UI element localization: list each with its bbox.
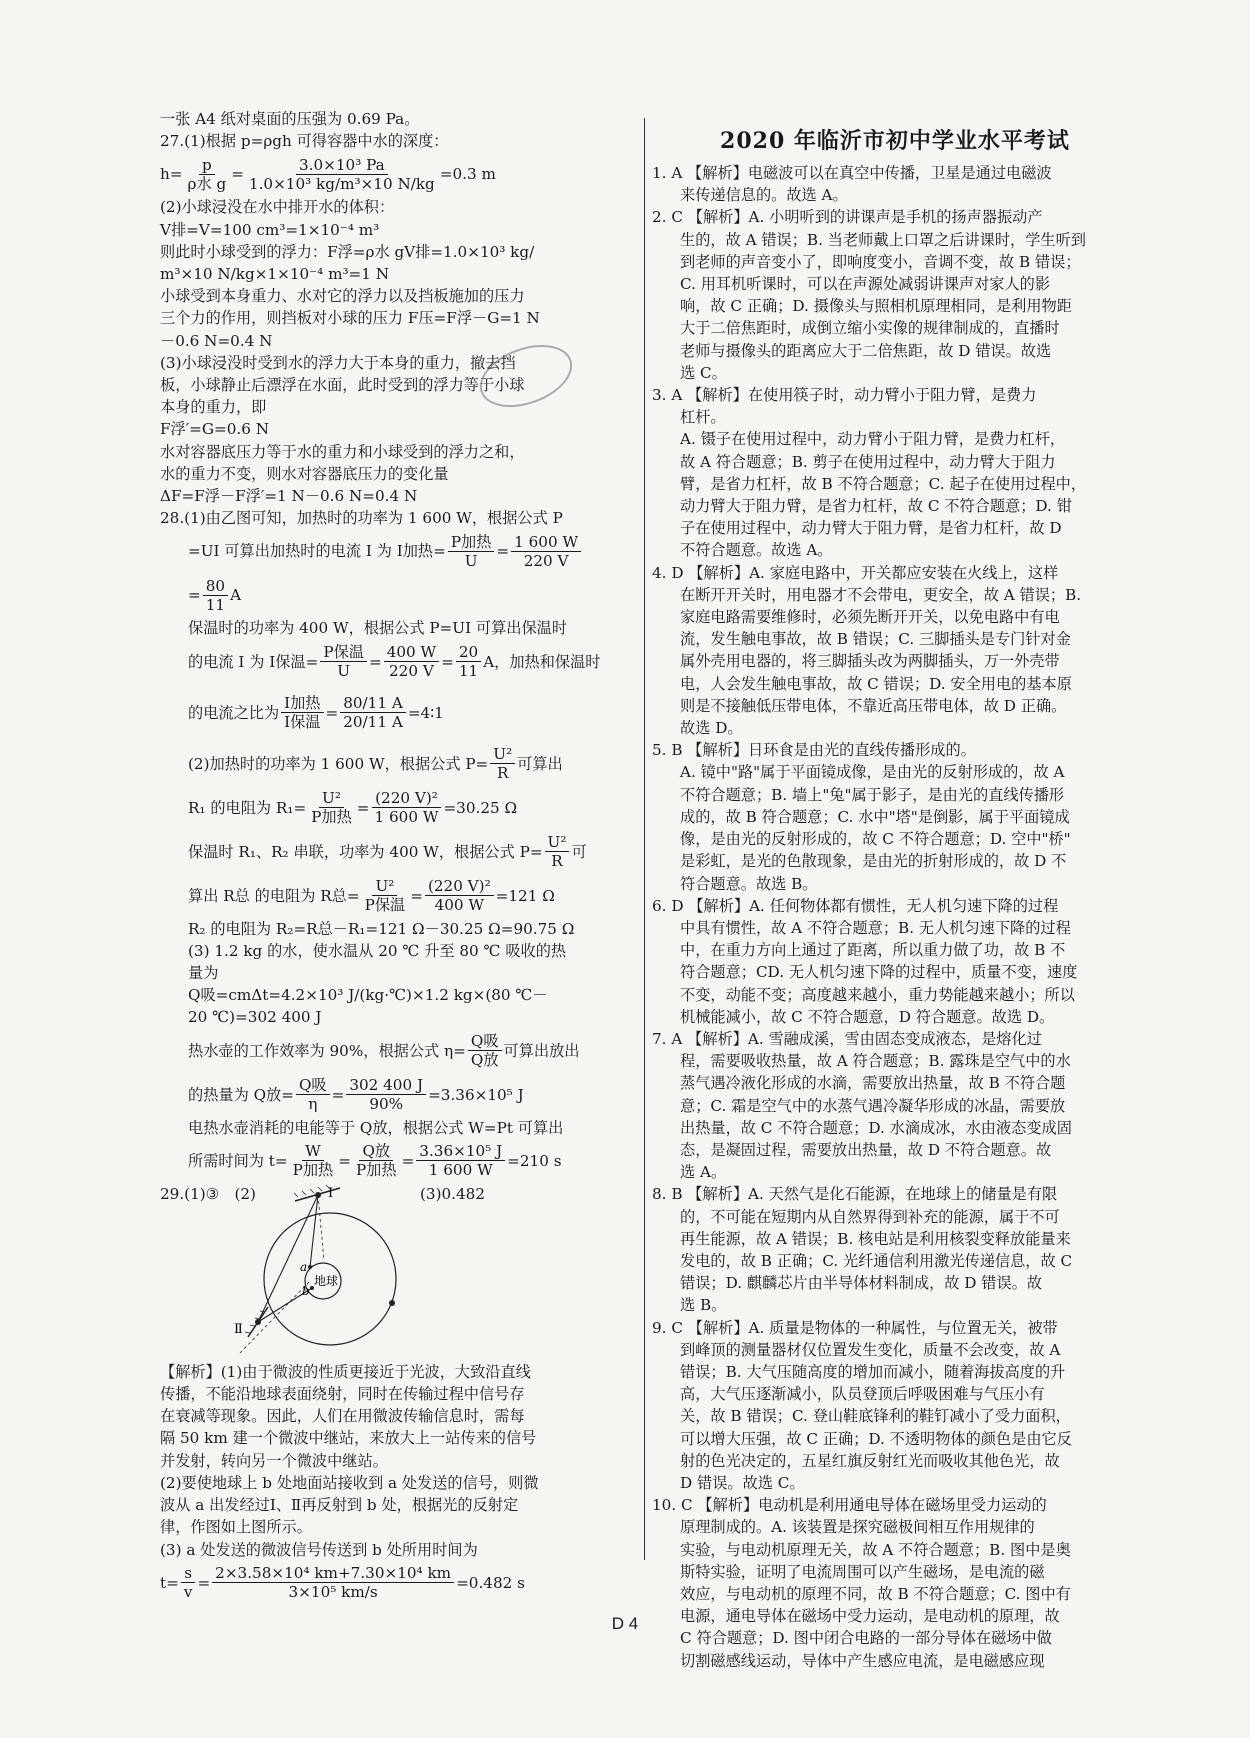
text-line: F浮′=G=0.6 N [160, 420, 270, 439]
text-line: 子在使用过程中，动力臂大于阻力臂，是省力杠杆，故 D [680, 519, 1062, 538]
text-line: 9. C 【解析】A. 质量是物体的一种属性，与位置无关，被带 [652, 1318, 1058, 1337]
fraction: $\frac{\text{P加热}}{U}$ [448, 533, 495, 570]
text-line: 原理制成的。A. 该装置是探究磁极间相互作用规律的 [680, 1518, 1035, 1537]
fraction: $\frac{\text{3.0×10³ Pa}}{\text{1.0×10³ kg/m³×10 N/kg}}$ [248, 155, 435, 193]
text-line: 水对容器底压力等于水的重力和小球受到的浮力之和， [160, 442, 525, 461]
fraction: $\frac{302 400 J}{90\%}$ [346, 1076, 426, 1113]
text-line: 是彩虹，是光的色散现象，是由光的折射形成的，故 D 不 [680, 852, 1067, 871]
text-line: 中具有惯性，故 A 不符合题意；B. 无人机匀速下降的过程 [680, 918, 1071, 937]
text-line: 实验，与电动机原理无关，故 A 不符合题意；B. 图中是奥 [680, 1540, 1071, 1559]
text-line: 则是不接触低压带电体，不靠近高压带电体，故 D 正确。 [680, 696, 1067, 715]
text-line: 符合题意。故选 B。 [680, 874, 818, 893]
fraction: $\frac{20}{11}$ [456, 643, 481, 680]
fraction: $\frac{\text{P保温}}{U}$ [320, 643, 367, 680]
fraction: $\frac{\text{U²}}{\text{P加热}}$ [311, 789, 352, 827]
text-line: 大于二倍焦距时，成倒立缩小实像的规律制成的，直播时 [680, 319, 1060, 338]
text-line: C. 用耳机听课时，可以在声源处减弱讲课声对家人的影 [680, 275, 1051, 294]
text-line: 在衰减等现象。因此，人们在用微波传输信息时，需每 [160, 1407, 525, 1426]
text-line: 水的重力不变，则水对容器底压力的变化量 [160, 464, 449, 483]
ray-a-to-i [310, 1195, 318, 1267]
text-line: D 错误。故选 C。 [680, 1473, 805, 1492]
text-line: 小球受到本身重力、水对它的浮力以及挡板施加的压力 [160, 287, 525, 306]
fraction: $\frac{\text{3.36×10⁵ J}}{1 600 W}$ [416, 1142, 505, 1179]
text-line: 隔 50 km 建一个微波中继站，来放大上一站传来的信号 [160, 1429, 537, 1448]
formula-efficiency: 热水壶的工作效率为 90%，根据公式 η= $\frac{\text{Q吸}}{\text{Q放}}$ 可算出放出 [188, 1032, 580, 1070]
text-line: 到老师的声音变小了，即响度变小，音调不变，故 B 错误； [680, 252, 1081, 271]
text-line: 关，故 B 错误；C. 登山鞋底锋利的鞋钉减小了受力面积， [680, 1407, 1071, 1426]
text-line: 8. B 【解析】A. 天然气是化石能源，在地球上的储量是有限 [652, 1185, 1058, 1204]
text-line: 机械能减小，故 C 不符合题意，D 符合题意。故选 D。 [680, 1007, 1055, 1026]
text-line: m³×10 N/kg×1×10⁻⁴ m³=1 N [160, 265, 390, 284]
text-line: 2. C 【解析】A. 小明听到的讲课声是手机的扬声器振动产 [652, 208, 1043, 227]
formula-power-relation: (2)加热时的功率为 1 600 W，根据公式 P= $\frac{\text{U²}}{R}$ 可算出 [188, 745, 563, 783]
text-line: 电，人会发生触电事故，故 C 错误；D. 安全用电的基本原 [680, 674, 1072, 693]
normal-line [240, 1281, 310, 1353]
text-line: 态，是凝固过程，需要放出热量，故 D 不符合题意。故 [680, 1140, 1052, 1159]
fraction: $\frac{\text{U²}}{R}$ [490, 745, 515, 782]
text-line: 不变，动能不变；高度越来越小，重力势能越来越小；所以 [680, 985, 1075, 1004]
formula-depth: h= $\frac{p}{\text{ρ水 g}}$ = $\frac{\text{3.0×10³ Pa}}{\text{1.0×10³ kg/m³×10 N/kg}}$ =0.3 m [160, 155, 496, 193]
text-line: 并发射，转向另一个微波中继站。 [160, 1451, 388, 1470]
text-line: 出热量，故 C 不符合题意；D. 水滴成冰，水由液态变成固 [680, 1118, 1072, 1137]
text-line: 波从 a 出发经过Ⅰ、Ⅱ再反射到 b 处，根据光的反射定 [160, 1496, 519, 1515]
text-line: 保温时的功率为 400 W，根据公式 P=UI 可算出保温时 [188, 619, 568, 638]
answer-text: (3)0.482 [420, 1184, 485, 1203]
fraction: $\frac{s}{v}$ [181, 1564, 196, 1601]
text-line: 1. A 【解析】电磁波可以在真空中传播，卫星是通过电磁波 [652, 164, 1052, 182]
text-line: 故选 D。 [680, 719, 743, 738]
fraction: $\frac{\text{U²}}{\text{P保温}}$ [364, 877, 406, 915]
fraction: $\frac{400 W}{220 V}$ [384, 643, 439, 680]
fraction: $\frac{\text{2×3.58×10⁴ km+7.30×10⁴ km}}{\text{3×10⁵ km/s}}$ [212, 1564, 454, 1601]
microwave-relay-diagram [220, 1183, 420, 1361]
text-line: 电源，通电导体在磁场中受力运动，是电动机的原理，故 [680, 1607, 1060, 1626]
text-line: 臂，是省力杠杆，故 B 不符合题意；C. 起子在使用过程中， [680, 474, 1087, 493]
text-line: 5. B 【解析】日环食是由光的直线传播形成的。 [652, 741, 976, 760]
text-line: 斯特实验，证明了电流周围可以产生磁场，是电流的磁 [680, 1562, 1045, 1581]
text-line: V排=V=100 cm³=1×10⁻⁴ m³ [160, 220, 380, 239]
text-line: 4. D 【解析】A. 家庭电路中，开关都应安装在火线上，这样 [652, 563, 1059, 582]
text-line: 本身的重力，即 [160, 398, 267, 417]
text-line: 中，在重力方向上通过了距离，所以重力做了功，故 B 不 [680, 941, 1066, 960]
fraction: $\frac{\text{Q放}}{\text{P加热}}$ [355, 1142, 397, 1180]
fraction: $\frac{p}{\text{ρ水 g}}$ [187, 155, 227, 193]
fraction: $\frac{\text{I加热}}{\text{I保温}}$ [281, 694, 323, 731]
fraction: $\frac{\text{U²}}{R}$ [545, 833, 570, 870]
text-line: ΔF=F浮－F浮′=1 N－0.6 N=0.4 N [160, 487, 418, 506]
text-line: 发电的，故 B 正确；C. 光纤通信利用激光传递信息，故 C [680, 1251, 1073, 1270]
text-line: 像，是由光的反射形成的，故 C 不符合题意；D. 空中"桥" [680, 830, 1071, 849]
normal-line [318, 1195, 324, 1261]
label-i: I [328, 1185, 334, 1201]
fraction: $\frac{\text{Q吸}}{\text{Q放}}$ [468, 1032, 502, 1069]
text-line: 响，故 C 正确；D. 摄像头与照相机原理相同，是利用物距 [680, 297, 1072, 316]
text-line: 板，小球静止后漂浮在水面，此时受到的浮力等于小球 [160, 376, 525, 395]
left-column [160, 108, 648, 1605]
section-title: 2020 年临沂市初中学业水平考试 [720, 128, 1070, 154]
text-line: 6. D 【解析】A. 任何物体都有惯性，无人机匀速下降的过程 [652, 896, 1059, 915]
fraction: $\frac{80/11 A}{20/11 A}$ [340, 694, 406, 731]
formula-keep-warm-current: 的电流 I 为 I保温= $\frac{\text{P保温}}{U}$ = $\frac{400 W}{220 V}$ = $\frac{20}{11}$ A，加热和保温时 [188, 643, 601, 681]
text-line: －0.6 N=0.4 N [160, 331, 273, 350]
text-line: 再生能源，故 A 错误；B. 核电站是利用核裂变释放能量来 [680, 1229, 1071, 1248]
text-line: 动力臂大于阻力臂，是省力杠杆，故 C 不符合题意；D. 钳 [680, 497, 1072, 516]
formula-series: 保温时 R₁、R₂ 串联，功率为 400 W，根据公式 P= $\frac{\text{U²}}{R}$ 可 [188, 833, 587, 871]
text-line: 来传递信息的。故选 A。 [680, 186, 848, 205]
text-line: 意；C. 霜是空气中的水蒸气遇冷凝华形成的冰晶，需要放 [680, 1096, 1066, 1115]
text-line: 在断开开关时，用电器才不会带电，更安全，故 A 错误；B. [680, 585, 1082, 604]
text-line: 可以增大压强，故 C 正确；D. 不透明物体的颜色是由它反 [680, 1429, 1072, 1448]
text-line: A. 镜中"路"属于平面镜成像，是由光的反射形成的，故 A [680, 763, 1065, 782]
fraction: $\frac{\text{(220 V)²}}{1 600 W}$ [372, 789, 442, 826]
label-ii: Ⅱ [234, 1321, 243, 1337]
text-line: 到峰顶的测量器材仅位置发生变化，质量不会改变，故 A [680, 1340, 1061, 1359]
question-29-heading: 29.(1)③ (2) [160, 1184, 256, 1203]
fraction: $\frac{1 600 W}{220 V}$ [511, 533, 581, 570]
text-line: 射的色光决定的，五星红旗反射红光而吸收其他色光，故 [680, 1451, 1060, 1470]
text-line: 效应，与电动机的原理不同，故 B 不符合题意；C. 图中有 [680, 1585, 1071, 1603]
text-line: 不符合题意；B. 墙上"兔"属于影子，是由光的直线传播形 [680, 785, 1065, 804]
fraction: $\frac{\text{(220 V)²}}{400 W}$ [425, 877, 494, 914]
fraction: $\frac{\text{Q吸}}{\eta}$ [296, 1076, 330, 1113]
text-line: 不符合题意。故选 A。 [680, 541, 833, 560]
formula-heating-current: =UI 可算出加热时的电流 I 为 I加热= $\frac{\text{P加热}}{U}$ = $\frac{1 600 W}{220 V}$ [160, 529, 648, 573]
text-line: 律，作图如上图所示。 [160, 1518, 312, 1537]
analysis-line: 【解析】(1)由于微波的性质更接近于光波，大致沿直线 [160, 1362, 531, 1381]
text-line: 蒸气遇冷液化形成的水滴，需要放出热量，故 B 不符合题 [680, 1074, 1066, 1093]
label-earth: 地球 [314, 1273, 339, 1288]
text-line: 一张 A4 纸对桌面的压强为 0.69 Pa。 [160, 110, 420, 128]
text-line: 属外壳用电器的，将三脚插头改为两脚插头，万一外壳带 [680, 652, 1060, 671]
formula-travel-time: t= $\frac{s}{v}$ = $\frac{\text{2×3.58×10⁴ km+7.30×10⁴ km}}{\text{3×10⁵ km/s}}$ =0.482 s [160, 1564, 525, 1602]
column-divider [644, 118, 645, 1560]
text-line: (3) 1.2 kg 的水，使水温从 20 ℃ 升至 80 ℃ 吸收的热 [188, 941, 567, 960]
text-line: A. 镊子在使用过程中，动力臂小于阻力臂，是费力杠杆， [680, 430, 1066, 449]
right-column [652, 108, 1138, 1672]
text-line: 3. A 【解析】在使用筷子时，动力臂小于阻力臂，是费力 [652, 386, 1037, 405]
text-line: (3)小球浸没时受到水的浮力大于本身的重力，撤去挡 [160, 353, 516, 372]
text-line: 错误；D. 麒麟芯片由半导体材料制成，故 D 错误。故 [680, 1274, 1043, 1293]
text-line: (2)要使地球上 b 处地面站接收到 a 处发送的信号，则微 [160, 1473, 539, 1492]
text-line: 20 ℃)=302 400 J [188, 1008, 322, 1027]
text-line: 错误；B. 大气压随高度的增加而减小，随着海拔高度的升 [680, 1362, 1066, 1381]
text-line: 10. C 【解析】电动机是利用通电导体在磁场里受力运动的 [652, 1496, 1047, 1515]
text-line: 程，需要吸收热量，故 A 符合题意；B. 露珠是空气中的水 [680, 1052, 1071, 1071]
text-line: 选 A。 [680, 1163, 727, 1182]
question-28-heading: 28.(1)由乙图可知，加热时的功率为 1 600 W，根据公式 P [160, 509, 563, 528]
text-line: R₂ 的电阻为 R₂=R总－R₁=121 Ω－30.25 Ω=90.75 Ω [188, 919, 575, 938]
label-a: a [300, 1259, 308, 1274]
text-line: 则此时小球受到的浮力：F浮=ρ水 gV排=1.0×10³ kg/ [160, 242, 535, 261]
page-number: D 4 [611, 1614, 639, 1633]
fraction: $\frac{80}{11}$ [203, 577, 228, 614]
text-line: 故 A 符合题意；B. 剪子在使用过程中，动力臂大于阻力 [680, 452, 1056, 471]
text-line: C 符合题意；D. 图中闭合电路的一部分导体在磁场中做 [680, 1629, 1052, 1648]
text-line: 电热水壶消耗的电能等于 Q放，根据公式 W=Pt 可算出 [188, 1118, 564, 1137]
text-line: 7. A 【解析】A. 雪融成溪，雪由固态变成液态，是熔化过 [652, 1029, 1042, 1048]
formula-heating-current-result: = $\frac{80}{11}$ A [188, 576, 242, 614]
text-line: 生的，故 A 错误；B. 当老师戴上口罩之后讲课时，学生听到 [680, 230, 1086, 249]
formula-current-ratio: 的电流之比为 $\frac{\text{I加热}}{\text{I保温}}$ = $\frac{80/11 A}{20/11 A}$ =4∶1 [188, 694, 444, 732]
text-line: (2)小球浸没在水中排开水的体积： [160, 198, 395, 217]
label-b: b [302, 1283, 310, 1298]
text-line: 流，发生触电事故，故 B 错误；C. 三脚插头是专门针对金 [680, 630, 1071, 649]
formula-r-total: 算出 R总 的电阻为 R总= $\frac{\text{U²}}{\text{P保温}}$ = $\frac{\text{(220 V)²}}{400 W}$ =121 Ω [188, 877, 555, 915]
text-line: 传播，不能沿地球表面绕射，同时在传输过程中信号存 [160, 1385, 525, 1404]
text-line: 家庭电路需要维修时，必须先断开开关，以免电路中有电 [680, 608, 1060, 627]
question-29-figure [160, 1183, 648, 1361]
text-line: 杠杆。 [680, 408, 726, 427]
question-27-heading: 27.(1)根据 p=ρgh 可得容器中水的深度： [160, 132, 449, 151]
text-line: 选 C。 [680, 363, 727, 382]
text-line: 切割磁感线运动，导体中产生感应电流，是电磁感应现 [680, 1651, 1045, 1670]
text-line: 成的，故 B 符合题意；C. 水中"塔"是倒影，属于平面镜成 [680, 807, 1070, 826]
text-line: 老师与摄像头的距离应大于二倍焦距，故 D 错误。故选 [680, 341, 1052, 360]
formula-r1: R₁ 的电阻为 R₁= $\frac{\text{U²}}{\text{P加热}}$ = $\frac{\text{(220 V)²}}{1 600 W}$ =30.25 Ω [188, 789, 518, 827]
formula-time: 所需时间为 t= $\frac{W}{\text{P加热}}$ = $\frac{\text{Q放}}{\text{P加热}}$ = $\frac{\text{3.36×10⁵ J}}{1 600 W}$ =210 s [188, 1142, 562, 1180]
text-line: Q吸=cmΔt=4.2×10³ J/(kg·℃)×1.2 kg×(80 ℃－ [188, 986, 548, 1005]
text-line: 的，不可能在短期内从自然界得到补充的能源，属于不可 [680, 1207, 1060, 1226]
text-line: 选 B。 [680, 1296, 727, 1315]
text-line: 量为 [188, 964, 219, 983]
formula-heat-released: 的热量为 Q放= $\frac{\text{Q吸}}{\eta}$ = $\frac{302 400 J}{90\%}$ =3.36×10⁵ J [188, 1076, 524, 1114]
text-line: 符合题意；CD. 无人机匀速下降的过程中，质量不变，速度 [680, 963, 1078, 982]
text-line: (3) a 处发送的微波信号传送到 b 处所用时间为 [160, 1540, 478, 1559]
text-line: 三个力的作用，则挡板对小球的压力 F压=F浮－G=1 N [160, 309, 540, 328]
text-line: 高，大气压逐渐减小，队员登顶后呼吸困难与气压小有 [680, 1385, 1045, 1404]
fraction: $\frac{W}{\text{P加热}}$ [292, 1142, 334, 1180]
